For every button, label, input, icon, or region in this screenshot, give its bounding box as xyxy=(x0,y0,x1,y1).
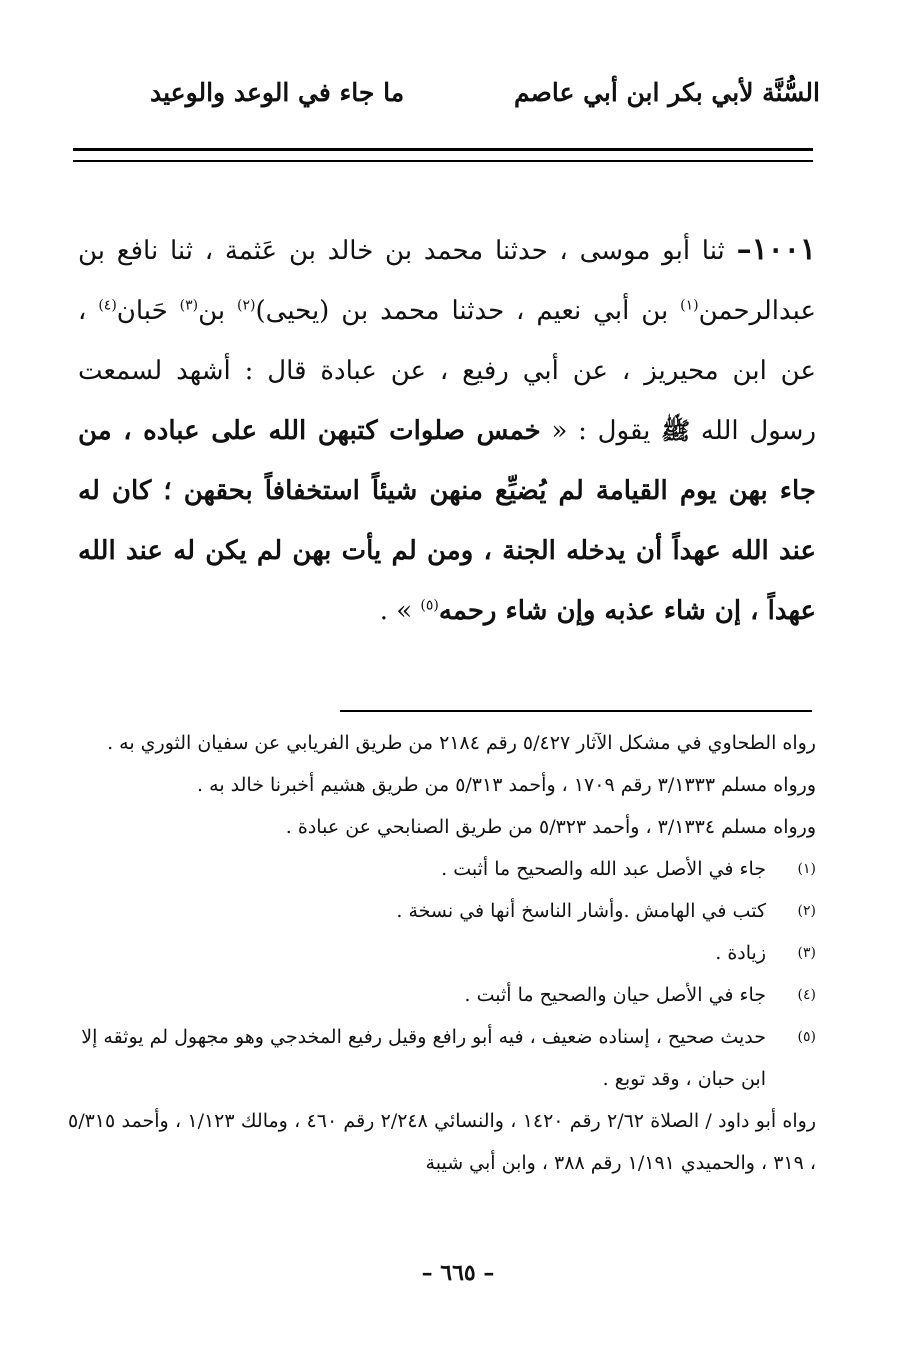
book-title: السُّنَّة لأبي بكر ابن أبي عاصم xyxy=(513,78,820,107)
header-rule-thin xyxy=(73,160,813,162)
chapter-title: ما جاء في الوعد والوعيد xyxy=(150,78,405,107)
isnad-part-1: ثنا أبو موسى ، حدثنا محمد بن خالد بن عَثمة ، ثنا نافع بن عبدالرحمن xyxy=(78,236,817,326)
footnote-lead-2: ورواه مسلم ٣/١٣٣٣ رقم ١٧٠٩ ، وأحمد ٥/٣١٣ من طريق هشيم أخبرنا خالد به . xyxy=(197,774,816,796)
footnote-separator xyxy=(340,710,812,712)
footnote-trailing: رواه أبو داود / الصلاة ٢/٦٢ رقم ١٤٢٠ ، والنسائي ٢/٢٤٨ رقم ٤٦٠ ، ومالك ١/١٢٣ ، وأحمد ٥/٣١٥ ، ٣١٩ ، والحميدي ١/١٩١ رقم ٣٨٨ ، وابن أبي شيبة xyxy=(68,1110,816,1174)
footnote-ref-2: (٢) xyxy=(237,297,256,314)
hadith-closing: » . xyxy=(379,596,413,626)
footnotes xyxy=(68,722,816,1184)
footnote-4 xyxy=(68,974,816,1016)
footnote-mark: (٣) xyxy=(797,945,816,961)
running-header xyxy=(70,78,820,128)
footnote-5 xyxy=(68,1016,816,1100)
footnote-1 xyxy=(68,848,816,890)
footnote-lead-1: رواه الطحاوي في مشكل الآثار ٥/٤٢٧ رقم ٢١٨٤ من طريق الفريابي عن سفيان الثوري به . xyxy=(107,732,816,754)
isnad-part-4: حَبان xyxy=(116,296,168,326)
footnote-text: جاء في الأصل عبد الله والصحيح ما أثبت . xyxy=(441,858,766,880)
hadith-number: ١٠٠١– xyxy=(736,232,817,267)
footnote-ref-3: (٣) xyxy=(179,297,199,314)
footnote-ref-5: (٥) xyxy=(420,597,439,614)
header-rule-thick xyxy=(73,148,813,151)
isnad-part-3: بن xyxy=(198,296,226,326)
footnote-3 xyxy=(68,932,816,974)
page-number: – ٦٦٥ – xyxy=(421,1260,495,1286)
footnote-2 xyxy=(68,890,816,932)
footnote-mark: (٤) xyxy=(797,987,816,1003)
yaqul: يقول : « xyxy=(551,416,651,446)
footnote-mark: (٢) xyxy=(797,903,816,919)
footnote-text: حديث صحيح ، إسناده ضعيف ، فيه أبو رافع وقيل رفيع المخدجي وهو مجهول لم يوثقه إلا ابن حبان ، وقد توبع . xyxy=(81,1026,766,1090)
hadith-body xyxy=(78,220,816,641)
footnote-lead-3: ورواه مسلم ٣/١٣٣٤ ، وأحمد ٥/٣٢٣ من طريق الصنابحي عن عبادة . xyxy=(285,816,816,838)
isnad-part-5: ، عن ابن محيريز ، عن أبي رفيع ، عن عبادة قال : أشهد لسمعت رسول الله xyxy=(78,296,816,446)
footnote-mark: (١) xyxy=(797,861,816,877)
hadith-paragraph xyxy=(78,220,816,641)
footnote-text: زيادة . xyxy=(715,942,766,964)
hadith-matn: خمس صلوات كتبهن الله على عباده ، من جاء بهن يوم القيامة لم يُضيِّع منهن شيئاً استخفافاً بحقهن ؛ كان له عند الله عهداً أن يدخله الجنة ، ومن لم يأت بهن لم يكن له عند الله عهداً ، إن شاء عذبه وإن شاء رحمه xyxy=(78,416,816,626)
footnote-ref-1: (١) xyxy=(680,297,699,314)
isnad-part-2: بن أبي نعيم ، حدثنا محمد بن (يحيى) xyxy=(255,296,669,326)
footnote-mark: (٥) xyxy=(797,1029,816,1045)
footnote-text: كتب في الهامش .وأشار الناسخ أنها في نسخة . xyxy=(396,900,766,922)
prophet-honorific: ﷺ xyxy=(661,416,691,445)
footnote-ref-4: (٤) xyxy=(98,297,117,314)
footnote-text: جاء في الأصل حيان والصحيح ما أثبت . xyxy=(464,984,766,1006)
